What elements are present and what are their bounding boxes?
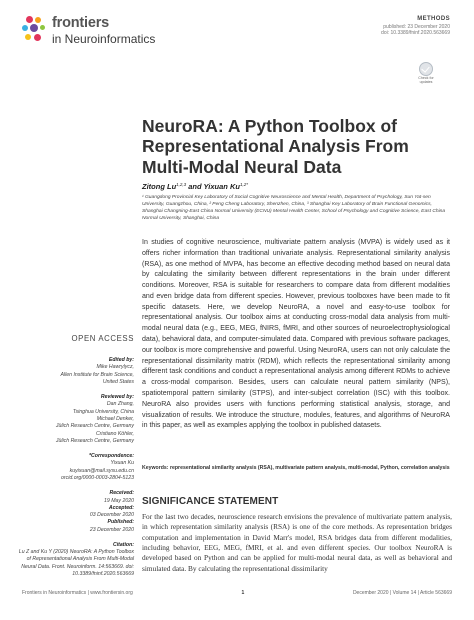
correspondence-block [14,453,134,482]
correspondence-label: *Correspondence: [89,453,134,460]
check-updates-label: Check for updates [418,76,434,84]
page-footer [22,590,452,596]
accepted-label: Accepted: [108,504,134,511]
correspondent-orcid[interactable]: orcid.org/0000-0003-2804-5123 [61,474,134,481]
citation-block [14,542,134,578]
reviewer-affiliation: Jülich Research Centre, Germany [55,423,134,430]
frontiers-logo-icon [22,16,48,42]
check-updates-icon [419,62,433,76]
received-label: Received: [109,490,134,497]
journal-name: in Neuroinformatics [52,31,156,46]
keywords-text: representational similarity analysis (RSA), multivariate pattern analysis, multi-modal, Python, correlation analysis [169,465,450,471]
published-date-sidebar: 23 December 2020 [89,526,134,533]
doi[interactable]: doi: 10.3389/fninf.2020.563669 [381,29,450,36]
article-info-sidebar [14,334,134,586]
logo-dot [35,17,41,23]
logo-dot [30,24,38,32]
article-type: METHODS [417,16,450,22]
reviewer-name[interactable]: Cristiano Köhler, [95,430,134,437]
editor-affiliation: Allen Institute for Brain Science, [60,371,134,378]
logo-dot [26,16,33,23]
check-for-updates-button[interactable] [418,62,434,85]
affiliations: ¹ Guangdong Provincial Key Laboratory of Social Cognitive Neuroscience and Mental Health, Department of Psychology, Sun Yat-sen University, Guangzhou, China, ² Peng Cheng Laboratory, Shenzhen, China, ³ Shanghai Key Laboratory of Brain Functional Genomics, Shanghai Changning-East China Normal University (ECNU) Mental Health Center, School of Psychology and Cognitive Science, East China Normal University, Shanghai, China [142,195,446,222]
keywords [142,465,450,472]
brand-name: frontiers [52,15,110,31]
editor-country: United States [102,378,134,385]
correspondent-email[interactable]: kuyixuan@mail.sysu.edu.cn [69,467,134,474]
reviewer-name[interactable]: Michael Denker, [96,415,134,422]
author-list [142,182,248,191]
keywords-label: Keywords: [142,465,169,471]
edited-by-block [14,357,134,386]
reviewer-affiliation: Jülich Research Centre, Germany [55,437,134,444]
logo-dot [40,25,45,30]
page-number: 1 [241,590,245,596]
footer-journal-link[interactable]: Frontiers in Neuroinformatics | www.frontiersin.org [22,590,133,596]
dates-block [14,490,134,534]
received-date: 19 May 2020 [104,497,134,504]
author-separator: and [186,182,204,191]
logo-dot [34,34,41,41]
reviewed-by-block [14,394,134,445]
edited-by-label: Edited by: [108,357,134,363]
journal-logo[interactable] [22,16,155,45]
abstract: In studies of cognitive neuroscience, multivariate pattern analysis (MVPA) is widely used as it offers richer information than traditional univariate analysis. Representational similarity analysis (RSA), as one method of MVPA, has become an effective decoding method based on neural data by calculating the similarity between different representations in the brain under different conditions. Moreover, RSA is suitable for researchers to compare data from different modalities and even bridge data from different species. However, previous toolboxes have been made to fit specific datasets. Here, we develop NeuroRA, a novel and easy-to-use toolbox for representational analysis. Our toolbox aims at conducting cross-modal data analysis from multi-modal neural data (e.g., EEG, MEG, fNIRS, fMRI, and other sources of neuroelectrophysiological data), behavioral data, and computer-simulated data. Compared with previous software packages, our toolbox is more comprehensive and powerful. Using NeuroRA, users can not only calculate the representational dissimilarity matrix (RDM), which reflects the representational similarity among different task conditions and conduct a representational analysis among different RDMs to achieve a cross-modal comparison. Besides, users can calculate neural pattern similarity (NPS), spatiotemporal pattern similarity (STPS), and inter-subject correlation (ISC) with this toolbox. NeuroRA also provides users with functions performing statistical analysis, storage, and visualization of results. We introduce the structure, modules, features, and algorithms of NeuroRA in this paper, as well as examples applying the toolbox in published datasets. [142,239,450,430]
footer-volume-info: December 2020 | Volume 14 | Article 563669 [352,590,452,596]
reviewer-name[interactable]: Dan Zhang, [106,401,134,408]
citation-text: Lu Z and Ku Y (2020) NeuroRA: A Python Toolbox of Representational Analysis From Multi-Modal Neural Data. Front. Neuroinform. 14:563669. doi: 10.3389/fninf.2020.563669 [18,549,134,578]
open-access-label: OPEN ACCESS [71,334,134,343]
reviewer-affiliation: Tsinghua University, China [72,408,134,415]
article-meta [381,16,450,36]
citation-label: Citation: [112,541,134,548]
correspondent-name: Yixuan Ku [110,460,134,467]
section-heading: SIGNIFICANCE STATEMENT [142,496,279,507]
published-date: published: 23 December 2020 [383,23,450,30]
author-affiliation-marker: 1,2,3 [176,182,187,187]
logo-dot [22,25,28,31]
editor-name[interactable]: Mike Hawrylycz, [96,364,134,371]
article-title: NeuroRA: A Python Toolbox of Representational Analysis From Multi-Modal Neural Data [142,116,409,177]
author-affiliation-marker: 1,2* [239,182,248,187]
published-label: Published: [107,519,134,526]
reviewed-by-label: Reviewed by: [100,394,134,401]
section-body: For the last two decades, neuroscience research envisions the prevalence of multivariate pattern analysis, in which representation similarity analysis (RSA) is one of the core methods. As representation bridges computation and implementation in David Marr's model, RSA bridges data from different modalities, including behavior, EEG, MEG, fMRI, et al. and even different species. Our toolbox NeuroRA is developed based on Python and can be applied for multi-modal neural data, as well as behavioral and simulated data. By calculating the representational dissimilarity [142,512,452,573]
author-name[interactable]: Zitong Lu [142,182,177,191]
accepted-date: 03 December 2020 [89,512,134,519]
author-name[interactable]: Yixuan Ku [203,182,240,191]
logo-dot [25,34,31,40]
